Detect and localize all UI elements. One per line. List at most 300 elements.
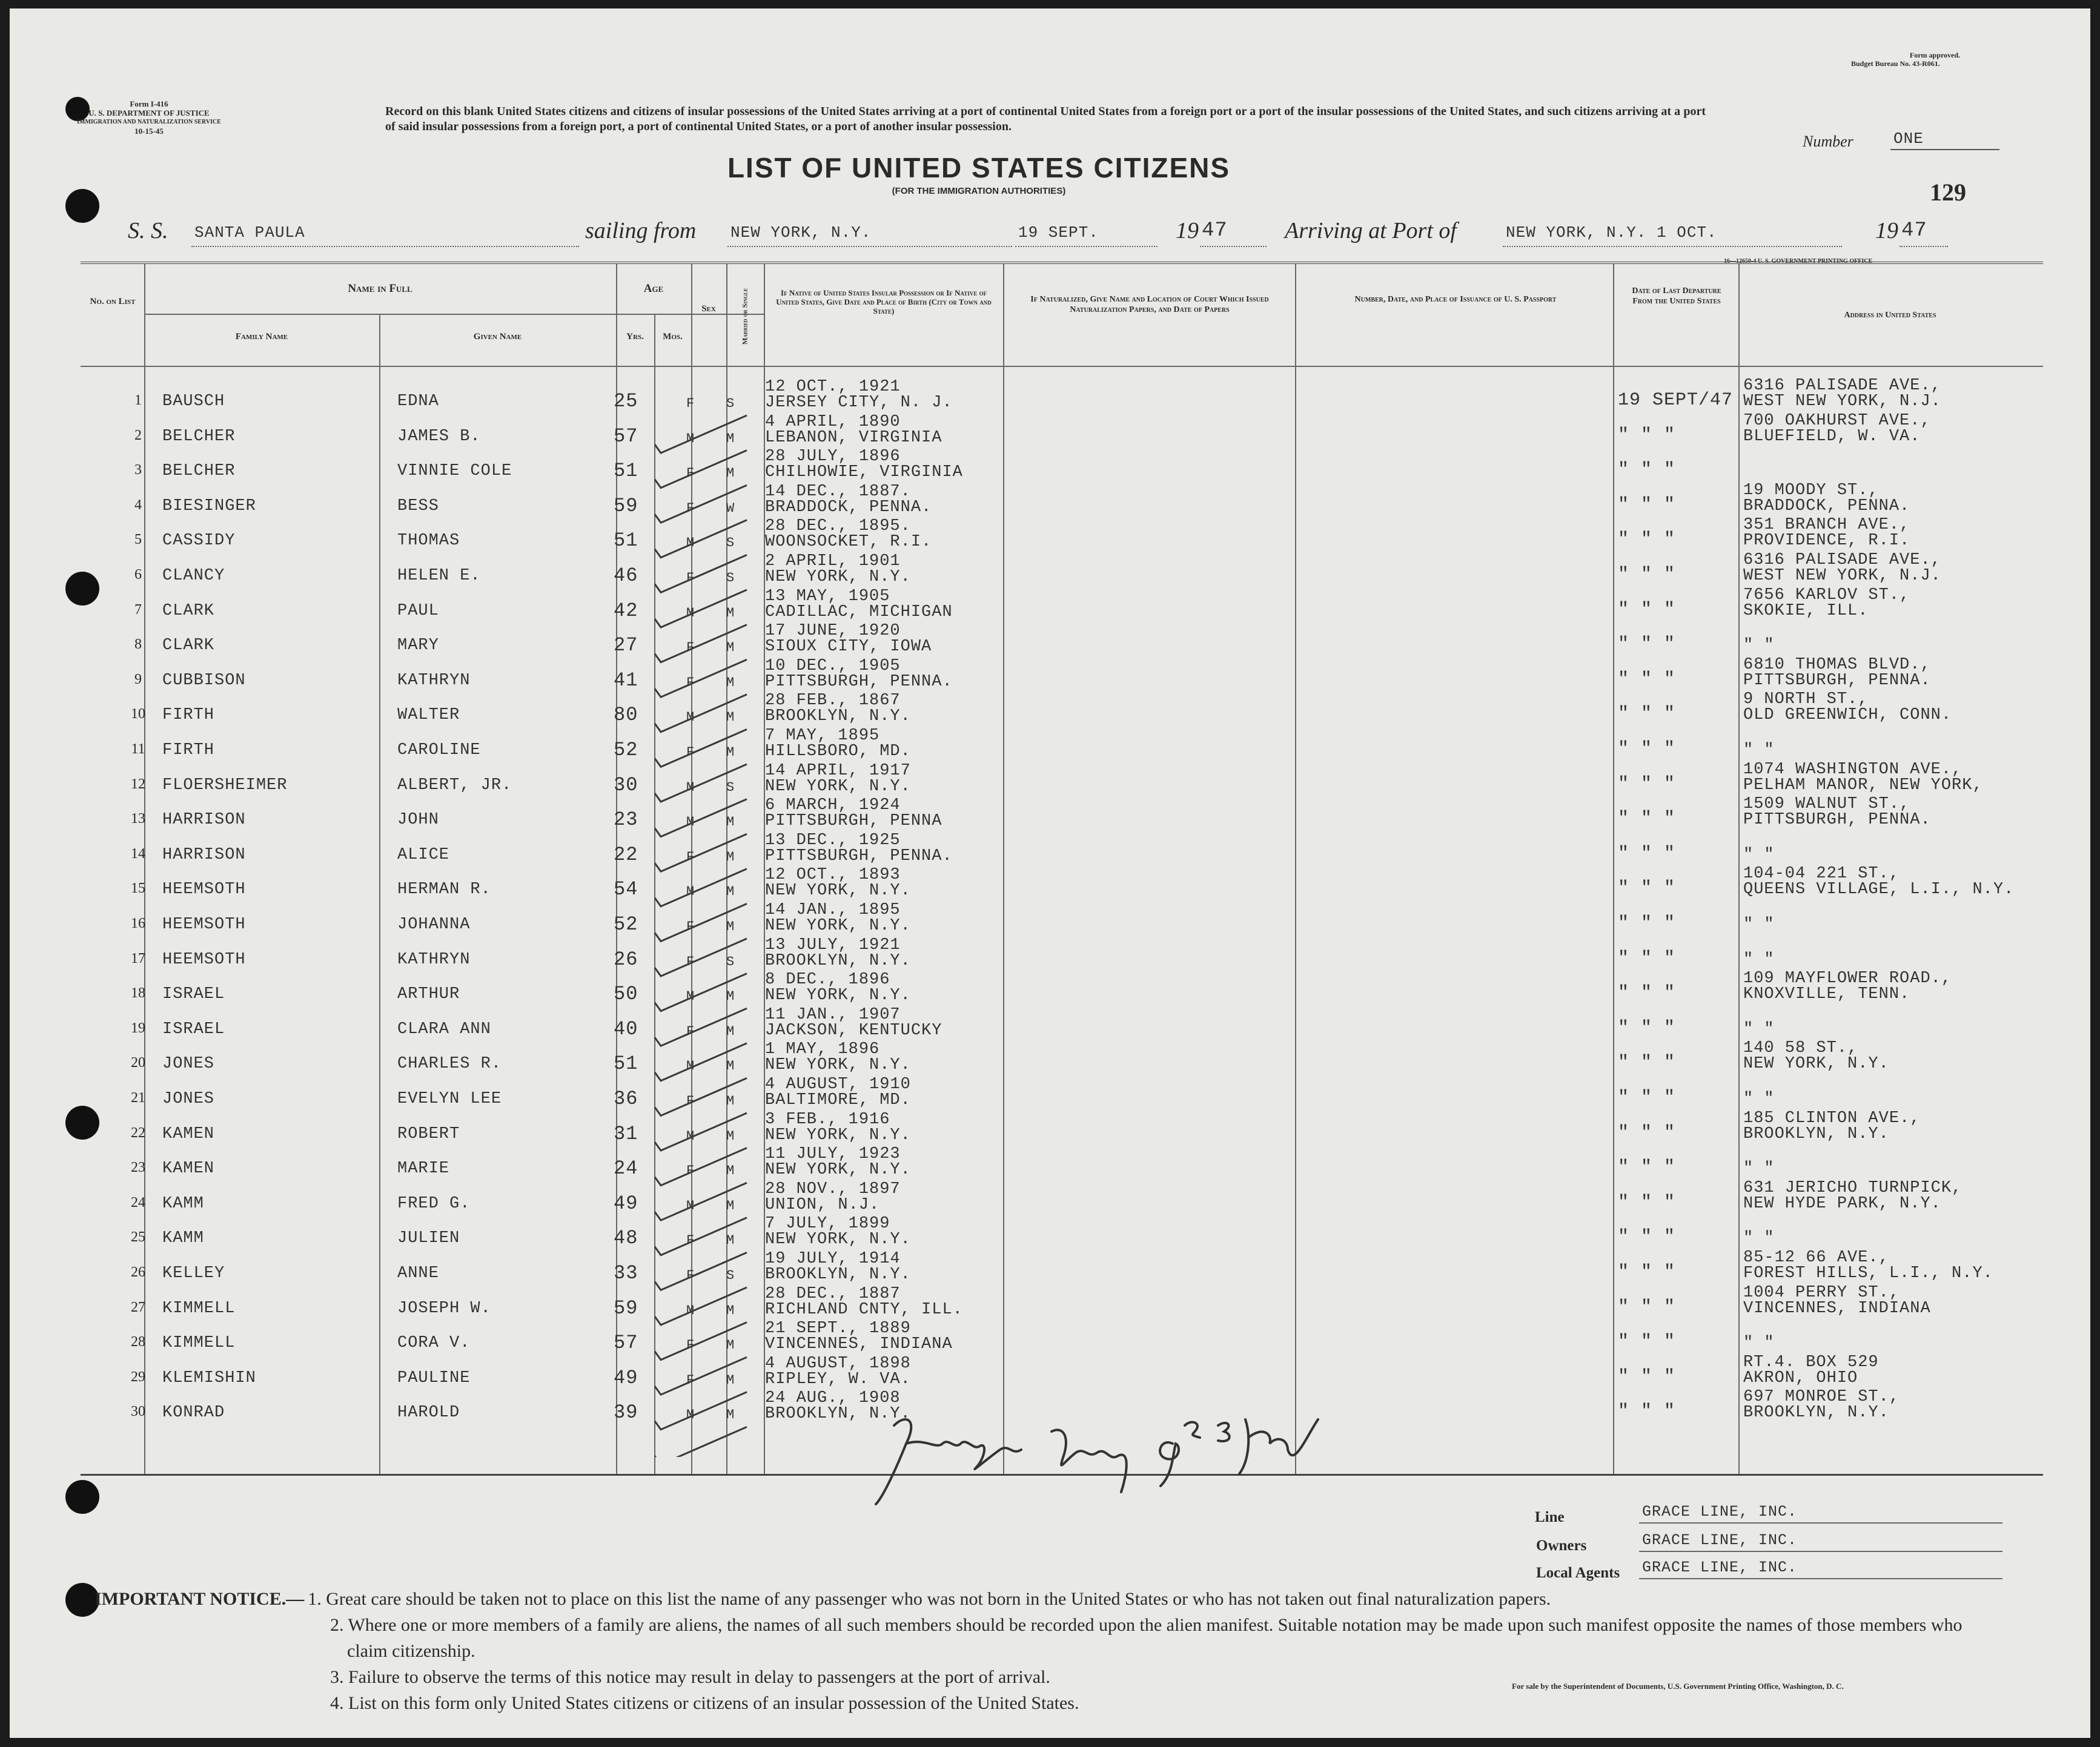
birth-date: 14 DEC., 1887. xyxy=(765,482,911,501)
agency-line: IMMIGRATION AND NATURALIZATION SERVICE xyxy=(77,119,221,125)
departure-date: " " " xyxy=(1618,948,1676,969)
marital-status: M xyxy=(726,1023,735,1039)
age-years: 27 xyxy=(614,634,638,657)
address-line-1: 9 NORTH ST., xyxy=(1743,690,1869,709)
birth-date: 3 FEB., 1916 xyxy=(765,1110,890,1129)
table-row xyxy=(81,411,2043,454)
birth-date: 10 DEC., 1905 xyxy=(765,656,901,675)
given-name: WALTER xyxy=(397,706,460,725)
marital-status: M xyxy=(726,989,735,1005)
header-naturalized: If Naturalized, Give Name and Location of Court Which Issued Naturalization Papers, and Date of Papers xyxy=(1030,295,1269,314)
address-line-2: OLD GREENWICH, CONN. xyxy=(1743,706,1952,725)
check-mark xyxy=(655,695,747,732)
address-line-2: SKOKIE, ILL. xyxy=(1743,601,1869,620)
handwritten-signature xyxy=(870,1401,1330,1510)
age-years: 51 xyxy=(614,529,638,552)
header-address: Address in United States xyxy=(1844,311,1936,320)
address-line-2: WEST NEW YORK, N.J. xyxy=(1743,392,1941,411)
departure-date: " " " xyxy=(1618,1192,1676,1213)
check-mark xyxy=(655,869,747,907)
form-identifier xyxy=(70,99,228,136)
number-label: Number xyxy=(1803,133,1853,150)
notice-label: IMPORTANT NOTICE.— xyxy=(94,1589,305,1609)
address-line-1: 185 CLINTON AVE., xyxy=(1743,1109,1921,1128)
marital-status: M xyxy=(726,1094,735,1109)
row-number: 16 xyxy=(131,916,145,931)
marital-status: M xyxy=(726,1128,735,1144)
family-name: KAMM xyxy=(162,1194,204,1213)
birth-place: NEW YORK, N.Y. xyxy=(765,917,911,935)
family-name: JONES xyxy=(162,1090,215,1108)
age-years: 24 xyxy=(614,1157,638,1180)
address-line-2: WEST NEW YORK, N.J. xyxy=(1743,567,1941,585)
header-given-name: Given Name xyxy=(473,332,522,342)
departure-date: " " " xyxy=(1618,808,1676,830)
departure-date: " " " xyxy=(1618,1262,1676,1283)
header-family-name: Family Name xyxy=(235,332,288,342)
age-years: 50 xyxy=(614,983,638,1006)
arriving-label: Arriving at Port of xyxy=(1285,218,1457,243)
departure-date: " " " xyxy=(1618,529,1676,550)
row-number: 24 xyxy=(131,1194,145,1210)
marital-status: M xyxy=(726,675,735,690)
marital-status: M xyxy=(726,466,735,481)
from-port: NEW YORK, N.Y. xyxy=(730,223,872,242)
address-line-1: 109 MAYFLOWER ROAD., xyxy=(1743,969,1952,988)
family-name: FIRTH xyxy=(162,741,215,759)
family-name: CLARK xyxy=(162,636,215,655)
owners-rule xyxy=(1639,1551,2002,1552)
sex: M xyxy=(686,1058,695,1074)
given-name: KATHRYN xyxy=(397,950,471,969)
sex: M xyxy=(686,710,695,725)
header-passport: Number, Date, and Place of Issuance of U. S. Passport xyxy=(1354,295,1557,304)
birth-place: NEW YORK, N.Y. xyxy=(765,568,911,586)
check-mark xyxy=(655,903,747,941)
given-name: EDNA xyxy=(397,392,439,411)
given-name: ANNE xyxy=(397,1264,439,1283)
marital-status: M xyxy=(726,605,735,621)
family-name: HARRISON xyxy=(162,845,246,864)
gpo-sale-note: For sale by the Superintendent of Documents, U.S. Government Printing Office, Washington, D. C. xyxy=(1512,1682,1844,1691)
birth-place: NEW YORK, N.Y. xyxy=(765,1161,911,1180)
address-line-2: PROVIDENCE, R.I. xyxy=(1743,532,1910,550)
birth-date: 13 JULY, 1921 xyxy=(765,936,901,954)
check-mark xyxy=(655,729,747,767)
given-name: CORA V. xyxy=(397,1334,471,1353)
birth-place: HILLSBORO, MD. xyxy=(765,742,911,761)
table-row xyxy=(81,1178,2043,1221)
table-row xyxy=(81,1109,2043,1152)
marital-status: M xyxy=(726,431,735,446)
row-number: 25 xyxy=(131,1229,145,1246)
birth-date: 14 JAN., 1895 xyxy=(765,901,901,919)
departure-date: " " " xyxy=(1618,494,1676,515)
address-line-2: BROOKLYN, N.Y. xyxy=(1743,1404,1889,1422)
age-years: 54 xyxy=(614,878,638,901)
departure-date: " " " xyxy=(1618,1088,1676,1108)
departure-date: " " " xyxy=(1618,460,1676,481)
header-sex: Sex xyxy=(701,304,716,314)
address-line-2: NEW YORK, N.Y. xyxy=(1743,1055,1889,1074)
number-rule xyxy=(1890,149,1999,150)
address-line-2: VINCENNES, INDIANA xyxy=(1743,1299,1931,1318)
header-married: Married or Single xyxy=(740,288,749,345)
age-years: 57 xyxy=(614,424,638,447)
given-name: HAROLD xyxy=(397,1404,460,1422)
address-line-1: 104-04 221 ST., xyxy=(1743,865,1900,883)
year-prefix: 19 xyxy=(1875,218,1898,243)
row-number: 21 xyxy=(131,1090,145,1106)
check-mark xyxy=(655,1427,747,1457)
budget-approval xyxy=(1851,51,2009,68)
sex: M xyxy=(686,1198,695,1214)
sex: F xyxy=(686,1094,695,1109)
arrival-port: NEW YORK, N.Y. 1 OCT. xyxy=(1506,223,1717,242)
agents-rule xyxy=(1639,1578,2002,1579)
birth-place: PITTSBURGH, PENNA. xyxy=(765,672,953,691)
departure-date: " " " xyxy=(1618,1366,1676,1387)
birth-place: RICHLAND CNTY, ILL. xyxy=(765,1300,963,1319)
birth-date: 17 JUNE, 1920 xyxy=(765,622,901,641)
age-years: 23 xyxy=(614,808,638,831)
address-line-1: 140 58 ST., xyxy=(1743,1039,1858,1058)
sex: M xyxy=(686,431,695,446)
address-line-2: FOREST HILLS, L.I., N.Y. xyxy=(1743,1264,1993,1283)
departure-date: " " " xyxy=(1618,1157,1676,1178)
age-years: 42 xyxy=(614,599,638,622)
check-mark xyxy=(655,1392,747,1430)
given-name: MARY xyxy=(397,636,439,655)
birth-date: 2 APRIL, 1901 xyxy=(765,552,901,570)
given-name: ARTHUR xyxy=(397,985,460,1004)
sex: F xyxy=(686,396,695,411)
address-line-2: " " xyxy=(1743,845,1775,864)
address-line-2: " " xyxy=(1743,636,1775,655)
row-number: 5 xyxy=(134,532,142,548)
family-name: KONRAD xyxy=(162,1404,225,1422)
address-line-1: 6810 THOMAS BLVD., xyxy=(1743,655,1931,674)
sex: F xyxy=(686,1233,695,1249)
header-rule xyxy=(144,314,764,315)
marital-status: M xyxy=(726,849,735,865)
age-years: 59 xyxy=(614,1296,638,1319)
birth-place: NEW YORK, N.Y. xyxy=(765,1230,911,1249)
table-row xyxy=(81,690,2043,733)
departure-date: " " " xyxy=(1618,1332,1676,1353)
birth-date: 28 NOV., 1897 xyxy=(765,1180,901,1198)
row-number: 4 xyxy=(134,497,142,513)
given-name: JOSEPH W. xyxy=(397,1299,491,1318)
birth-place: SIOUX CITY, IOWA xyxy=(765,638,932,656)
address-line-2: PITTSBURGH, PENNA. xyxy=(1743,811,1931,830)
address-line-1: 6316 PALISADE AVE., xyxy=(1743,377,1941,395)
page-number: 129 xyxy=(1930,179,1966,206)
birth-place: NEW YORK, N.Y. xyxy=(765,1056,911,1075)
header-mos: Mos. xyxy=(663,332,683,342)
sex: F xyxy=(686,640,695,656)
birth-place: LEBANON, VIRGINIA xyxy=(765,428,942,447)
birth-date: 8 DEC., 1896 xyxy=(765,971,890,989)
record-instructions: Record on this blank United States citizens and citizens of insular possessions of the United States arriving at a port of continental United States from a foreign port or a port of the insular possessions of the United States, and such citizens arriving at a port of said insular possessions from a foreign port, a port of continental United States, or a port of another insular possession. xyxy=(385,105,1706,133)
birth-date: 14 APRIL, 1917 xyxy=(765,761,911,780)
notice-row xyxy=(94,1586,1996,1612)
passenger-rows xyxy=(81,377,2043,1444)
address-line-2: " " xyxy=(1743,1090,1775,1108)
check-mark xyxy=(655,1183,747,1220)
notice-item-2: 2. Where one or more members of a family are aliens, the names of all such members should be recorded upon the alien manifest. Suitable notation may be made upon such manifest opposite the names of those members who claim citizenship. xyxy=(330,1615,1963,1661)
address-line-1: RT.4. BOX 529 xyxy=(1743,1353,1879,1372)
age-years: 30 xyxy=(614,773,638,796)
marital-status: M xyxy=(726,1198,735,1214)
family-name: KAMM xyxy=(162,1229,204,1248)
punch-hole xyxy=(65,1480,99,1514)
sex: M xyxy=(686,535,695,551)
table-row xyxy=(81,865,2043,907)
address-line-2: " " xyxy=(1743,950,1775,969)
check-mark xyxy=(655,415,747,453)
marital-status: M xyxy=(726,640,735,656)
sex: M xyxy=(686,884,695,900)
birth-place: BROOKLYN, N.Y. xyxy=(765,1266,911,1284)
family-name: CLANCY xyxy=(162,567,225,585)
owners-value: GRACE LINE, INC. xyxy=(1642,1531,1798,1549)
address-line-2: PITTSBURGH, PENNA. xyxy=(1743,671,1931,690)
marital-status: M xyxy=(726,814,735,830)
year-prefix: 19 xyxy=(1176,218,1199,243)
manifest-sheet xyxy=(10,8,2090,1738)
family-name: HARRISON xyxy=(162,811,246,830)
row-number: 18 xyxy=(131,985,145,1002)
given-name: JAMES B. xyxy=(397,427,481,446)
page-subtitle: (FOR THE IMMIGRATION AUTHORITIES) xyxy=(892,186,1066,196)
address-line-2: NEW HYDE PARK, N.Y. xyxy=(1743,1194,1941,1213)
birth-place: BROOKLYN, N.Y. xyxy=(765,1405,911,1424)
given-name: VINNIE COLE xyxy=(397,462,512,481)
sex: F xyxy=(686,1163,695,1179)
given-name: JOHANNA xyxy=(397,916,471,934)
age-years: 41 xyxy=(614,669,638,692)
birth-place: NEW YORK, N.Y. xyxy=(765,1126,911,1144)
sex: M xyxy=(686,1303,695,1318)
row-number: 7 xyxy=(134,601,142,618)
age-years: 49 xyxy=(614,1192,638,1215)
important-notice xyxy=(94,1586,1996,1716)
notice-item-3: 3. Failure to observe the terms of this notice may result in delay to passengers at the port of arrival. xyxy=(330,1667,1050,1687)
marital-status: M xyxy=(726,1163,735,1179)
row-number: 19 xyxy=(131,1020,145,1036)
departure-date: " " " xyxy=(1618,913,1676,934)
age-years: 57 xyxy=(614,1332,638,1355)
row-number: 27 xyxy=(131,1299,145,1315)
sex: F xyxy=(686,849,695,865)
row-number: 29 xyxy=(131,1369,145,1385)
header-yrs: Yrs. xyxy=(626,332,644,342)
family-name: CUBBISON xyxy=(162,671,246,690)
age-years: 51 xyxy=(614,460,638,483)
table-row xyxy=(81,969,2043,1012)
check-mark xyxy=(655,451,747,488)
age-years: 48 xyxy=(614,1227,638,1250)
departure-date: " " " xyxy=(1618,634,1676,655)
birth-date: 19 JULY, 1914 xyxy=(765,1250,901,1268)
row-number: 13 xyxy=(131,811,145,827)
departure-date: " " " xyxy=(1618,1017,1676,1039)
birth-place: VINCENNES, INDIANA xyxy=(765,1335,953,1354)
sailing-label: sailing from xyxy=(585,218,697,243)
agents-value: GRACE LINE, INC. xyxy=(1642,1559,1798,1576)
birth-date: 28 FEB., 1867 xyxy=(765,692,901,710)
table-row xyxy=(81,1283,2043,1326)
marital-status: M xyxy=(726,710,735,725)
marital-status: S xyxy=(726,396,735,411)
check-mark xyxy=(655,799,747,837)
family-name: KLEMISHIN xyxy=(162,1369,256,1387)
family-name: HEEMSOTH xyxy=(162,950,246,969)
birth-place: CHILHOWIE, VIRGINIA xyxy=(765,463,963,482)
given-name: PAULINE xyxy=(397,1369,471,1387)
row-number: 11 xyxy=(131,741,145,757)
given-name: THOMAS xyxy=(397,532,460,550)
family-name: ISRAEL xyxy=(162,985,225,1004)
table-row xyxy=(81,586,2043,629)
age-years: 51 xyxy=(614,1052,638,1075)
departure-date: " " " xyxy=(1618,669,1676,690)
page-title: LIST OF UNITED STATES CITIZENS xyxy=(727,152,1231,183)
row-number: 22 xyxy=(131,1124,145,1141)
birth-date: 6 MARCH, 1924 xyxy=(765,796,901,815)
birth-place: BRADDOCK, PENNA. xyxy=(765,498,932,517)
age-years: 49 xyxy=(614,1366,638,1389)
marital-status: W xyxy=(726,500,735,516)
family-name: FLOERSHEIMER xyxy=(162,776,288,794)
marital-status: M xyxy=(726,884,735,900)
line-rule xyxy=(1639,1522,2002,1524)
check-mark xyxy=(655,1252,747,1290)
row-number: 15 xyxy=(131,880,145,897)
sail-year-rule xyxy=(1200,246,1267,247)
family-name: HEEMSOTH xyxy=(162,916,246,934)
given-name: ALICE xyxy=(397,845,450,864)
gpo-imprint: 16—12650-4 U. S. GOVERNMENT PRINTING OFFICE xyxy=(1724,258,1873,265)
marital-status: M xyxy=(726,1338,735,1353)
header-age: Age xyxy=(643,282,664,295)
row-number: 3 xyxy=(134,462,142,478)
address-line-2: PELHAM MANOR, NEW YORK, xyxy=(1743,776,1983,794)
sex: F xyxy=(686,919,695,934)
table-row xyxy=(81,795,2043,837)
departure-date: " " " xyxy=(1618,1401,1676,1422)
header-no-on-list: No. on List xyxy=(90,297,136,306)
birth-date: 11 JAN., 1907 xyxy=(765,1005,901,1024)
age-years: 25 xyxy=(614,390,638,412)
row-number: 23 xyxy=(131,1160,145,1176)
marital-status: M xyxy=(726,1058,735,1074)
address-line-2: AKRON, OHIO xyxy=(1743,1369,1858,1387)
birth-date: 12 OCT., 1921 xyxy=(765,378,901,396)
address-line-2: BLUEFIELD, W. VA. xyxy=(1743,427,1921,446)
address-line-1: 1509 WALNUT ST., xyxy=(1743,795,1910,814)
birth-place: JACKSON, KENTUCKY xyxy=(765,1021,942,1040)
address-line-1: 351 BRANCH AVE., xyxy=(1743,516,1910,535)
age-years: 26 xyxy=(614,948,638,971)
form-number: Form I-416 xyxy=(130,99,168,108)
departure-date: 19 SEPT/47 xyxy=(1618,390,1734,411)
birth-place: PITTSBURGH, PENNA. xyxy=(765,847,953,865)
marital-status: S xyxy=(726,954,735,969)
age-years: 22 xyxy=(614,843,638,866)
row-number: 12 xyxy=(131,776,145,792)
family-name: CASSIDY xyxy=(162,532,236,550)
marital-status: S xyxy=(726,779,735,795)
age-years: 46 xyxy=(614,564,638,587)
row-number: 26 xyxy=(131,1264,145,1280)
birth-place: BROOKLYN, N.Y. xyxy=(765,951,911,970)
sail-date: 19 SEPT. xyxy=(1018,223,1099,242)
address-line-2: " " xyxy=(1743,916,1775,934)
sex: M xyxy=(686,989,695,1005)
birth-place: NEW YORK, N.Y. xyxy=(765,882,911,900)
family-name: FIRTH xyxy=(162,706,215,725)
marital-status: S xyxy=(726,570,735,586)
check-mark xyxy=(655,1357,747,1395)
punch-hole xyxy=(65,189,99,223)
check-mark xyxy=(655,939,747,976)
birth-date: 4 AUGUST, 1910 xyxy=(765,1075,911,1094)
birth-date: 28 DEC., 1895. xyxy=(765,517,911,536)
family-name: KAMEN xyxy=(162,1160,215,1178)
agents-label: Local Agents xyxy=(1536,1565,1620,1581)
check-mark xyxy=(655,1008,747,1046)
header-native: If Native of United States Insular Possession or If Native of United States, Give Date and Place of Birth (City or Town and State) xyxy=(776,288,992,315)
ship-rule xyxy=(191,246,579,247)
departure-date: " " " xyxy=(1618,983,1676,1004)
owners-label: Owners xyxy=(1536,1537,1587,1554)
row-number: 28 xyxy=(131,1334,145,1350)
line-label: Line xyxy=(1535,1509,1565,1525)
marital-status: M xyxy=(726,1233,735,1249)
given-name: CLARA ANN xyxy=(397,1020,491,1039)
birth-date: 12 OCT., 1893 xyxy=(765,866,901,885)
departure-date: " " " xyxy=(1618,599,1676,620)
check-mark xyxy=(655,1148,747,1186)
from-port-rule xyxy=(727,246,1012,247)
sail-date-rule xyxy=(1015,246,1158,247)
marital-status: M xyxy=(726,919,735,934)
departure-date: " " " xyxy=(1618,564,1676,585)
birth-date: 7 JULY, 1899 xyxy=(765,1215,890,1233)
sex: F xyxy=(686,675,695,690)
age-years: 36 xyxy=(614,1088,638,1110)
agency-line: U. S. DEPARTMENT OF JUSTICE xyxy=(88,108,210,117)
address-line-2: BROOKLYN, N.Y. xyxy=(1743,1124,1889,1143)
address-line-1: 1004 PERRY ST., xyxy=(1743,1283,1900,1302)
family-name: BAUSCH xyxy=(162,392,225,411)
family-name: JONES xyxy=(162,1055,215,1074)
check-mark xyxy=(655,590,747,627)
birth-place: UNION, N.J. xyxy=(765,1195,880,1214)
departure-date: " " " xyxy=(1618,878,1676,899)
given-name: ALBERT, JR. xyxy=(397,776,512,794)
row-number: 8 xyxy=(134,636,142,653)
sex: F xyxy=(686,954,695,969)
check-mark xyxy=(655,1218,747,1255)
birth-place: RIPLEY, W. VA. xyxy=(765,1370,911,1389)
departure-date: " " " xyxy=(1618,424,1676,446)
age-years: 40 xyxy=(614,1017,638,1040)
row-number: 10 xyxy=(131,706,145,722)
check-mark xyxy=(655,520,747,558)
